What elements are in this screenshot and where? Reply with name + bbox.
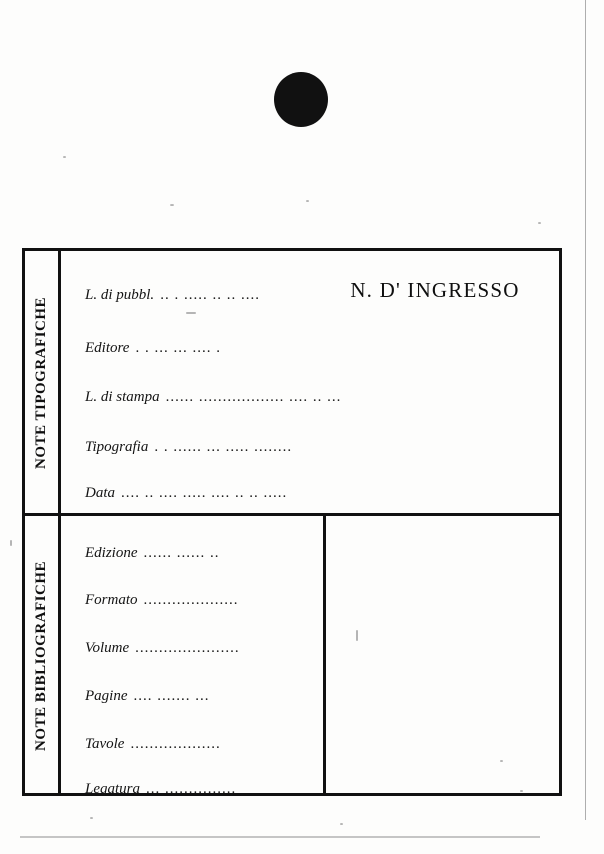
scan-speck (10, 540, 12, 546)
field-dotted-line: .... .. .... ..... .... .. .. ..... (121, 485, 288, 501)
field-label: Formato (85, 592, 138, 608)
field-dotted-line: .... ....... ... (133, 688, 210, 704)
field-label: Volume (85, 640, 130, 656)
field-label: Edizione (85, 545, 138, 561)
field-row[interactable] (85, 545, 220, 562)
field-row[interactable] (85, 640, 240, 657)
field-label: Legatura (85, 781, 141, 797)
field-dotted-line: . . ... ... .... . (135, 340, 221, 356)
field-row[interactable] (85, 781, 236, 798)
field-dotted-line: . . ...... ... ..... ........ (154, 439, 293, 455)
scan-edge-bottom (20, 836, 540, 838)
catalog-card (22, 248, 562, 796)
field-dotted-line: ...... ...... .. (143, 545, 220, 561)
field-row[interactable] (85, 287, 260, 304)
scan-edge-right (585, 0, 586, 820)
scan-speck (63, 156, 66, 158)
scan-speck (170, 204, 174, 206)
field-row[interactable] (85, 485, 287, 502)
field-label: L. di stampa (85, 389, 160, 405)
field-row[interactable] (85, 736, 221, 753)
punch-hole (274, 72, 328, 127)
section-divider-vertical (323, 516, 326, 796)
field-row[interactable] (85, 389, 341, 406)
field-dotted-line: ...... .................. .... .. ... (165, 389, 342, 405)
field-dotted-line: ... ............... (146, 781, 237, 797)
field-label: L. di pubbl. (85, 287, 155, 303)
field-row[interactable] (85, 439, 292, 456)
scan-speck (340, 823, 343, 825)
field-label: Editore (85, 340, 130, 356)
section-label-bibliographic (25, 515, 61, 796)
field-dotted-line: ...................... (135, 640, 240, 656)
field-label: Tavole (85, 736, 125, 752)
section-label-bibliographic-text: NOTE BIBLIOGRAFICHE (33, 560, 49, 751)
field-label: Data (85, 485, 115, 501)
section-label-typographic-text: NOTE TIPOGRAFICHE (33, 297, 49, 469)
scan-speck (90, 817, 93, 819)
field-label: Tipografia (85, 439, 149, 455)
field-dotted-line: ................... (130, 736, 221, 752)
field-dotted-line: .. . ..... .. .. .... (160, 287, 260, 303)
field-label: Pagine (85, 688, 128, 704)
scan-speck (538, 222, 541, 224)
field-row[interactable] (85, 592, 239, 609)
field-row[interactable] (85, 340, 221, 357)
accession-number-title: N. D' INGRESSO (350, 278, 520, 302)
field-dotted-line: .................... (143, 592, 239, 608)
section-label-typographic (25, 251, 61, 515)
scan-speck (306, 200, 309, 202)
section-divider-horizontal (25, 513, 559, 516)
field-row[interactable] (85, 688, 210, 705)
